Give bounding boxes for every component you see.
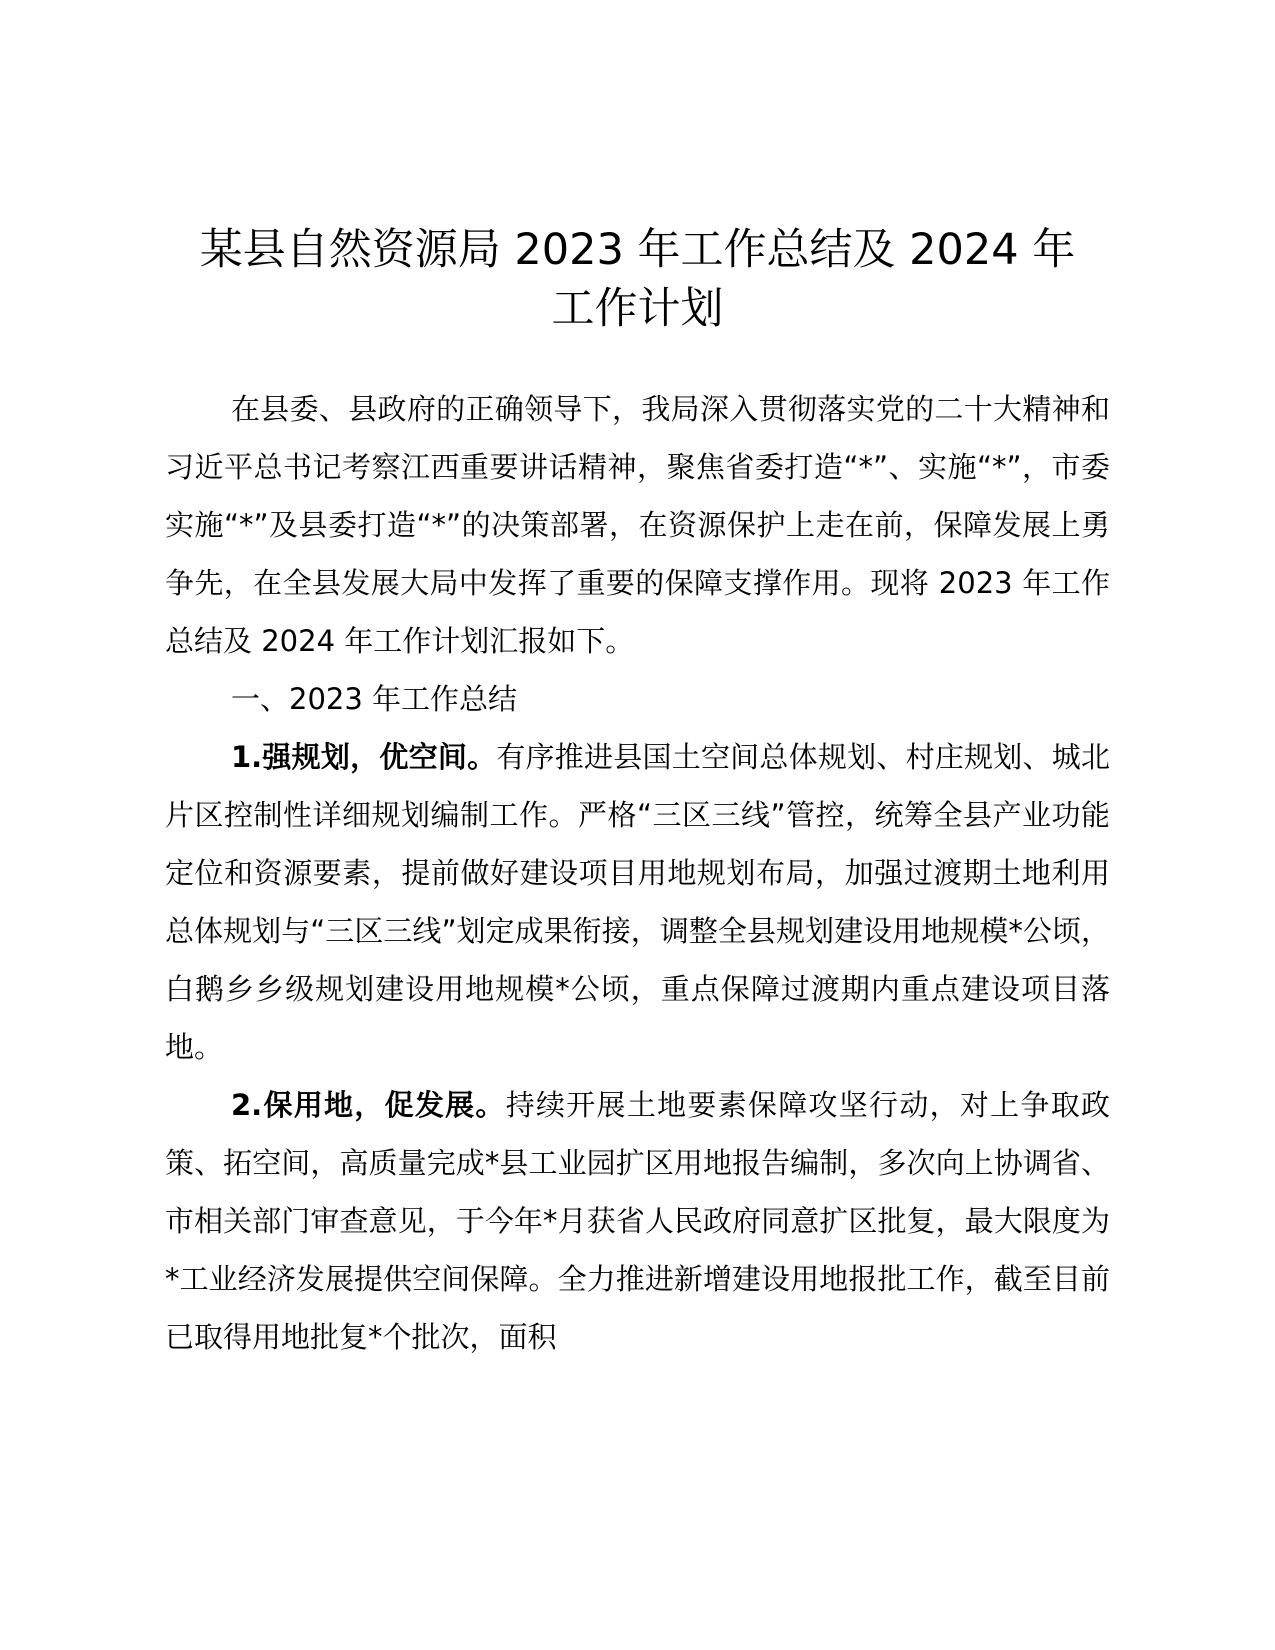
section-heading-1: 一、2023 年工作总结: [231, 682, 518, 716]
item-1-text: 有序推进县国土空间总体规划、村庄规划、城北片区控制性详细规划编制工作。严格“三区三线”管控，统筹全县产业功能定位和资源要素，提前做好建设项目用地规划布局，加强过渡期土地利用总体规划与“三区三线”划定成果衔接，调整全县规划建设用地规模*公顷，白鹅乡乡级规划建设用地规模*公顷，重点保障过渡期内重点建设项目落地。: [165, 740, 1110, 1064]
title-line-2: 工作计划: [551, 284, 724, 334]
item-paragraph-1: [165, 728, 1110, 1076]
item-paragraph-2: [165, 1076, 1110, 1366]
intro-paragraph: 在县委、县政府的正确领导下，我局深入贯彻落实党的二十大精神和习近平总书记考察江西重要讲话精神，聚焦省委打造“*”、实施“*”，市委实施“*”及县委打造“*”的决策部署，在资源保护上走在前，保障发展上勇争先，在全县发展大局中发挥了重要的保障支撑作用。现将 2023 年工作总结及 2024 年工作计划汇报如下。: [165, 392, 1110, 658]
document-body: [165, 380, 1110, 1366]
item-1-lead: 1.强规划，优空间。: [231, 740, 497, 774]
title-line-1: 某县自然资源局 2023 年工作总结及 2024 年: [199, 225, 1076, 275]
item-2-text: 持续开展土地要素保障攻坚行动，对上争取政策、拓空间，高质量完成*县工业园扩区用地报告编制，多次向上协调省、市相关部门审查意见，于今年*月获省人民政府同意扩区批复，最大限度为*工业经济发展提供空间保障。全力推进新增建设用地报批工作，截至目前已取得用地批复*个批次，面积: [165, 1088, 1110, 1354]
item-2-lead: 2.保用地，促发展。: [231, 1088, 506, 1122]
document-title: [160, 221, 1115, 339]
